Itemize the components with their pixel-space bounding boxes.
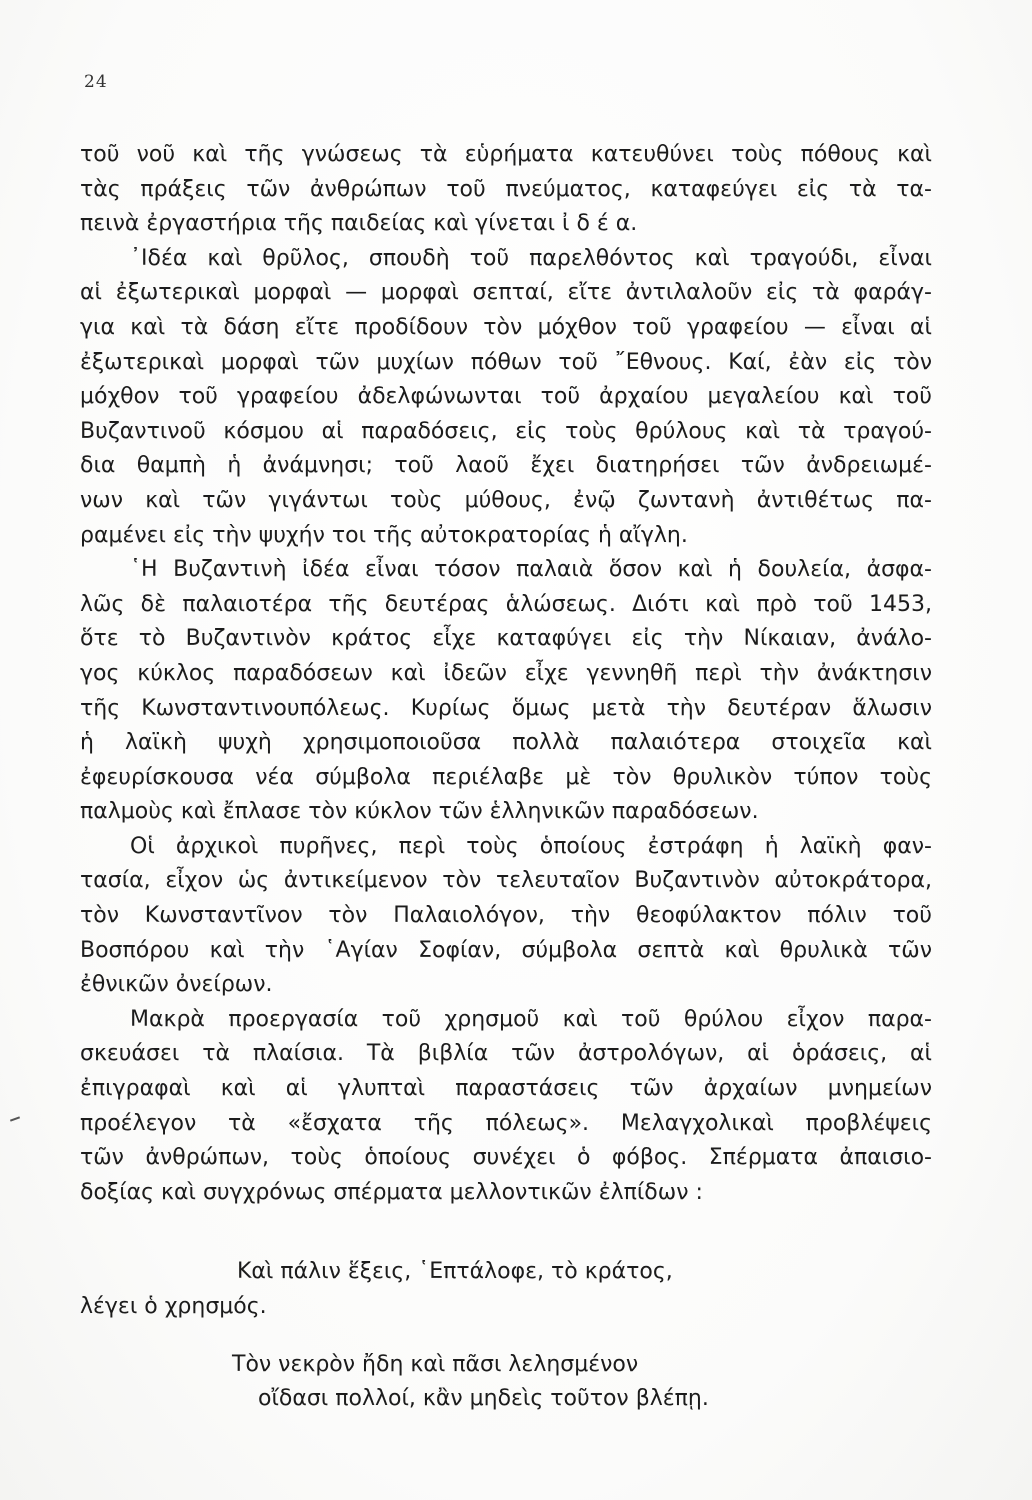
verse-line: οἴδασι πολλοί, κἂν μηδεὶς τοῦτον βλέπῃ.	[258, 1386, 709, 1411]
text-line: ῾Η Βυζαντινὴ ἰδέα εἶναι τόσον παλαιὰ ὅσον καὶ ἡ δουλεία, ἀσφα-	[130, 557, 932, 583]
text-line: δοξίας καὶ συγχρόνως σπέρματα μελλοντικῶν ἐλπίδων :	[80, 1179, 703, 1205]
text-line: ὅτε τὸ Βυζαντινὸν κράτος εἶχε καταφύγει εἰς τὴν Νίκαιαν, ἀνάλο-	[80, 626, 932, 652]
text-line: τῶν ἀνθρώπων, τοὺς ὁποίους συνέχει ὁ φόβος. Σπέρματα ἀπαισιο-	[80, 1145, 932, 1171]
text-line: ἐπιγραφαὶ καὶ αἱ γλυπταὶ παραστάσεις τῶν ἀρχαίων μνημείων	[80, 1076, 932, 1102]
text-line: Μακρὰ προεργασία τοῦ χρησμοῦ καὶ τοῦ θρύλου εἶχον παρα-	[130, 1006, 932, 1032]
paragraph	[80, 830, 932, 1003]
paragraph	[80, 1003, 932, 1211]
text-line: τῆς Κωνσταντινουπόλεως. Κυρίως ὅμως μετὰ τὴν δευτέραν ἅλωσιν	[80, 695, 932, 721]
page-number: 24	[84, 72, 108, 92]
paragraph	[80, 138, 932, 242]
text-line: ἐξωτερικαὶ μορφαὶ τῶν μυχίων πόθων τοῦ ῎Εθνους. Καί, ἐὰν εἰς τὸν	[80, 349, 932, 375]
text-line: προέλεγον τὰ «ἔσχατα τῆς πόλεως». Μελαγχολικαὶ προβλέψεις	[80, 1110, 932, 1136]
text-line: γος κύκλος παραδόσεων καὶ ἰδεῶν εἶχε γεννηθῆ περὶ τὴν ἀνάκτησιν	[80, 660, 932, 686]
text-line: ᾿Ιδέα καὶ θρῦλος, σπουδὴ τοῦ παρελθόντος καὶ τραγούδι, εἶναι	[130, 245, 932, 271]
text-line: παλμοὺς καὶ ἔπλασε τὸν κύκλον τῶν ἑλληνικῶν παραδόσεων.	[80, 799, 759, 825]
text-line: δια θαμπὴ ἡ ἀνάμνησι; τοῦ λαοῦ ἔχει διατηρήσει τῶν ἀνδρειωμέ-	[80, 453, 932, 479]
text-line: αἱ ἐξωτερικαὶ μορφαὶ — μορφαὶ σεπταί, εἴτε ἀντιλαλοῦν εἰς τὰ φαράγ-	[80, 280, 932, 306]
text-line: λῶς δὲ παλαιοτέρα τῆς δευτέρας ἁλώσεως. Διότι καὶ πρὸ τοῦ 1453,	[80, 591, 932, 617]
text-line: πεινὰ ἐργαστήρια τῆς παιδείας καὶ γίνεται ἰ δ έ α.	[80, 211, 638, 237]
text-line: Βυζαντινοῦ κόσμου αἱ παραδόσεις, εἰς τοὺς θρύλους καὶ τὰ τραγού-	[80, 418, 932, 444]
text-line: Οἱ ἀρχικοὶ πυρῆνες, περὶ τοὺς ὁποίους ἐστράφη ἡ λαϊκὴ φαν-	[130, 833, 932, 859]
paragraph	[80, 553, 932, 830]
text-line: ἡ λαϊκὴ ψυχὴ χρησιμοποιοῦσα πολλὰ παλαιότερα στοιχεῖα καὶ	[80, 730, 932, 756]
text-line: ἐφευρίσκουσα νέα σύμβολα περιέλαβε μὲ τὸν θρυλικὸν τύπον τοὺς	[80, 764, 932, 790]
verse-line: Τὸν νεκρὸν ἤδη καὶ πᾶσι λελησμένον	[232, 1352, 639, 1377]
text-line: σκευάσει τὰ πλαίσια. Τὰ βιβλία τῶν ἀστρολόγων, αἱ ὁράσεις, αἱ	[80, 1041, 932, 1067]
text-line: μόχθον τοῦ γραφείου ἀδελφώνωνται τοῦ ἀρχαίου μεγαλείου καὶ τοῦ	[80, 384, 932, 410]
text-line: Βοσπόρου καὶ τὴν ῾Αγίαν Σοφίαν, σύμβολα σεπτὰ καὶ θρυλικὰ τῶν	[80, 937, 932, 963]
text-line: νων καὶ τῶν γιγάντωι τοὺς μύθους, ἐνῷ ζωντανὴ ἀντιθέτως πα-	[80, 487, 932, 513]
text-line: για καὶ τὰ δάση εἴτε προδίδουν τὸν μόχθον τοῦ γραφείου — εἶναι αἱ	[80, 314, 932, 340]
text-line: τὰς πράξεις τῶν ἀνθρώπων τοῦ πνεύματος, καταφεύγει εἰς τὰ τα-	[80, 176, 932, 202]
text-line: τασία, εἶχον ὡς ἀντικείμενον τὸν τελευταῖον Βυζαντινὸν αὐτοκράτορα,	[80, 868, 932, 894]
text-line: ραμένει εἰς τὴν ψυχήν τοι τῆς αὐτοκρατορίας ἡ αἴγλη.	[80, 522, 688, 548]
text-line: τὸν Κωνσταντῖνον τὸν Παλαιολόγον, τὴν θεοφύλακτον πόλιν τοῦ	[80, 903, 932, 929]
text-line: ἐθνικῶν ὀνείρων.	[80, 972, 273, 998]
paragraph	[80, 242, 932, 553]
verse-attribution: λέγει ὁ χρησμός.	[80, 1294, 267, 1319]
body-text	[80, 138, 932, 1210]
verse-line: Καὶ πάλιν ἕξεις, ῾Επτάλοφε, τὸ κράτος,	[237, 1259, 673, 1284]
text-line: τοῦ νοῦ καὶ τῆς γνώσεως τὰ εὑρήματα κατευθύνει τοὺς πόθους καὶ	[80, 142, 932, 167]
margin-mark	[10, 1116, 20, 1121]
verse-quote	[0, 1255, 1032, 1289]
verse-quote	[0, 1348, 1032, 1416]
